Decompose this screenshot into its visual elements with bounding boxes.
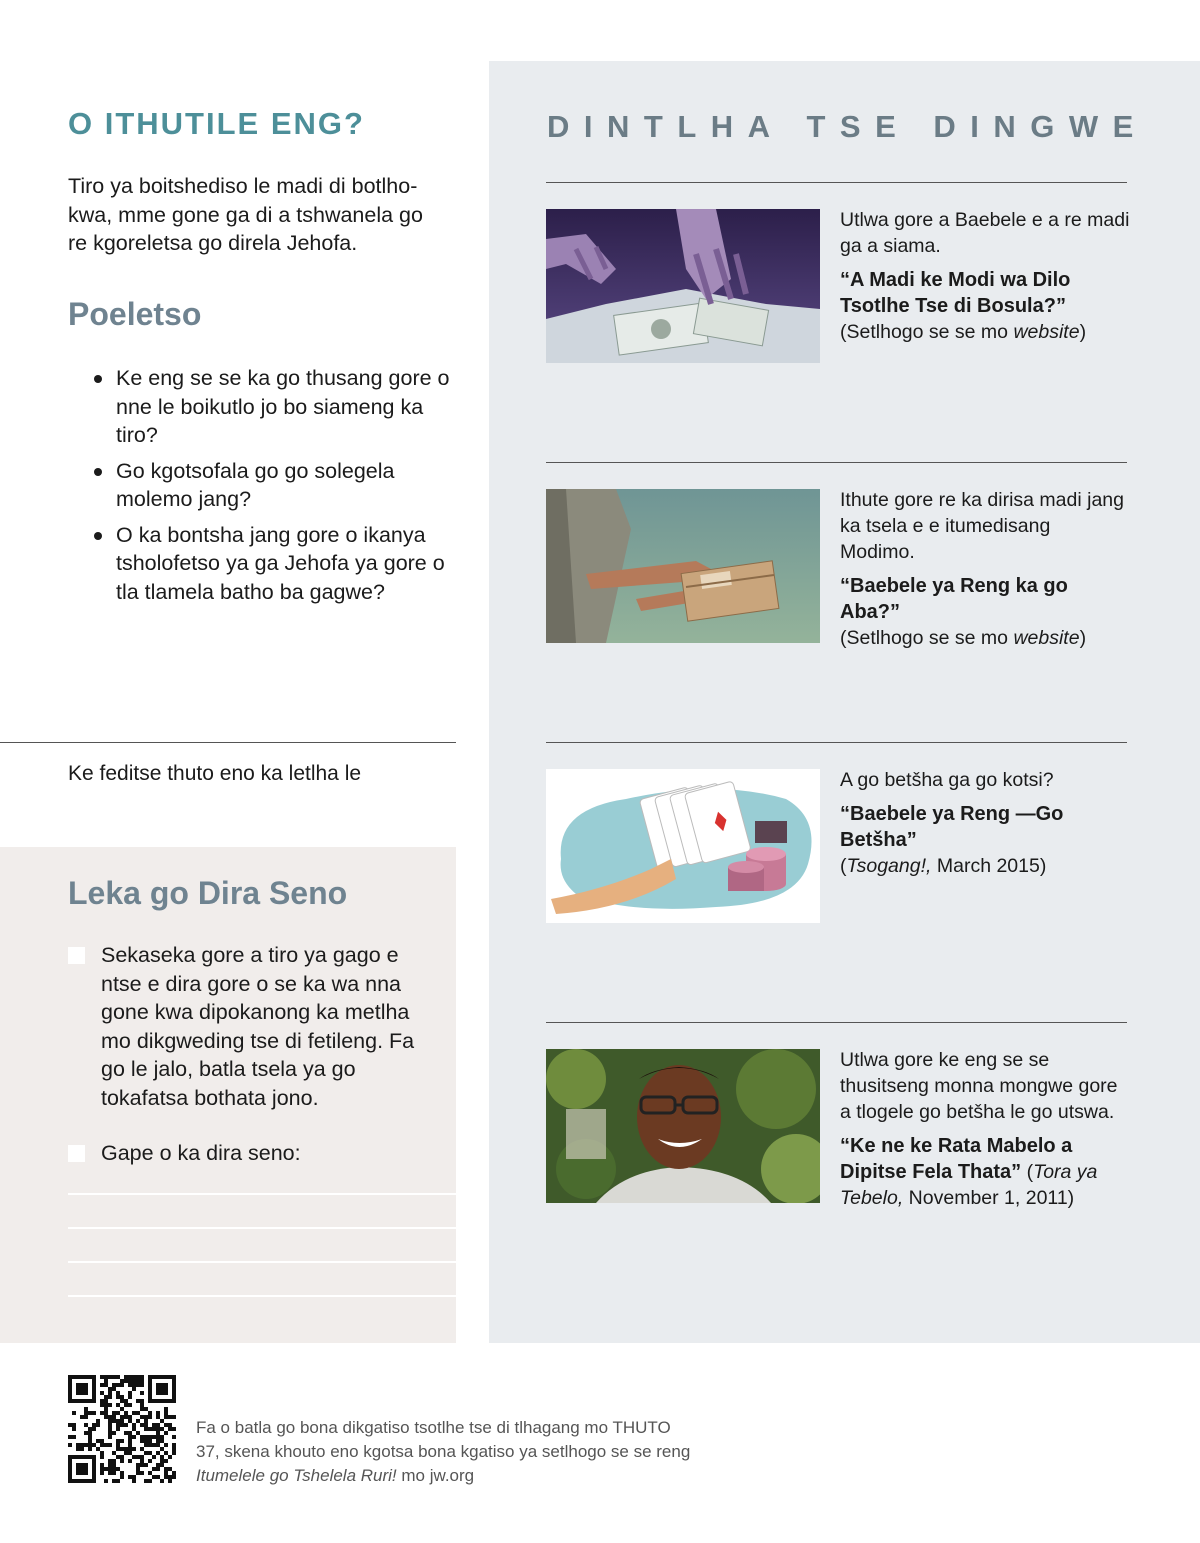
review-questions: [92, 364, 454, 613]
write-line[interactable]: [68, 1261, 456, 1263]
review-title: Poeletso: [68, 296, 202, 332]
try-this-item: [68, 941, 440, 1112]
review-question: Ke eng se se ka go thusang gore o nne le boikutlo jo bo siameng ka tiro?: [92, 364, 454, 450]
write-line[interactable]: [68, 1295, 456, 1297]
resource-source: (Setlhogo se se mo website): [840, 627, 1087, 649]
divider: [0, 742, 456, 743]
resource-description: Ithute gore re ka dirisa madi jang ka tsela e e itumedisang Modimo.: [840, 489, 1124, 563]
explore-more-title: DINTLHA TSE DINGWE: [547, 109, 1148, 144]
try-this-item-text: Sekaseka gore a tiro ya gago e ntse e dira gore o se ka wa nna gone kwa dipokanong ka metlha mo dikgweding tse di fetileng. Fa go le jalo, batla tsela ya go tokafatsa bothata jono.: [101, 943, 415, 1110]
footer-note: Fa o batla go bona dikgatiso tsotlhe tse di tlhagang mo THUTO 37, skena khouto eno kgotsa bona kgatiso ya setlhogo se se reng Itumelele go Tshelela Ruri! mo jw.org: [196, 1418, 691, 1485]
resource-link-title[interactable]: “A Madi ke Modi wa Dilo Tsotlhe Tse di Bosula?”: [840, 269, 1071, 317]
resource-source: (Setlhogo se se mo website): [840, 321, 1087, 343]
divider: [546, 1022, 1127, 1023]
review-question: O ka bontsha jang gore o ikanya tsholofetso ya ga Jehofa ya gore o tla tlamela batho ba gagwe?: [92, 521, 454, 607]
checkbox[interactable]: [68, 947, 85, 964]
divider: [546, 462, 1127, 463]
write-line[interactable]: [68, 1227, 456, 1229]
money-hands-image[interactable]: [546, 209, 820, 363]
try-this-item: [68, 1139, 440, 1168]
resource-description: Utlwa gore ke eng se se thusitseng monna mongwe gore a tlogele go betšha le go utswa.: [840, 1049, 1118, 1123]
resource-source: (Tsogang!, March 2015): [840, 855, 1047, 877]
resource-info: [840, 767, 1130, 879]
giving-package-image[interactable]: [546, 489, 820, 643]
qr-code-icon[interactable]: [68, 1375, 176, 1483]
explore-more-panel: [489, 61, 1200, 1343]
resource-link-title[interactable]: “Baebele ya Reng ka go Aba?”: [840, 575, 1068, 623]
lesson-summary: Tiro ya boitshediso le madi di botlhokwa, mme gone ga di a tshwanela go re kgoreletsa go direla Jehofa.: [68, 174, 423, 255]
resource-info: [840, 487, 1130, 651]
try-this-title: Leka go Dira Seno: [68, 875, 348, 911]
try-this-panel: [0, 847, 456, 1343]
smiling-man-image[interactable]: [546, 1049, 820, 1203]
write-line[interactable]: [68, 1193, 456, 1195]
resource-description: A go betšha ga go kotsi?: [840, 769, 1054, 791]
write-in-lines[interactable]: [68, 1193, 456, 1329]
checkbox[interactable]: [68, 1145, 85, 1162]
resource-link-title[interactable]: “Baebele ya Reng —Go Betšha”: [840, 803, 1064, 851]
divider: [546, 742, 1127, 743]
resource-info: [840, 207, 1130, 345]
resource-link-title[interactable]: “Ke ne ke Rata Mabelo a Dipitse Fela Thata”: [840, 1135, 1073, 1183]
completed-date-label: Ke feditse thuto eno ka letlha le: [68, 762, 362, 785]
try-this-item-text: Gape o ka dira seno:: [101, 1141, 301, 1165]
section-title: O ITHUTILE ENG?: [68, 106, 365, 141]
resource-description: Utlwa gore a Baebele e a re madi ga a siama.: [840, 209, 1130, 257]
resource-info: [840, 1047, 1130, 1211]
cards-chips-image[interactable]: [546, 769, 820, 923]
resource-source: “Ke ne ke Rata Mabelo a Dipitse Fela Thata” (Tora ya Tebelo, November 1, 2011): [840, 1135, 1098, 1209]
review-question: Go kgotsofala go go solegela molemo jang?: [92, 457, 454, 514]
divider: [546, 182, 1127, 183]
